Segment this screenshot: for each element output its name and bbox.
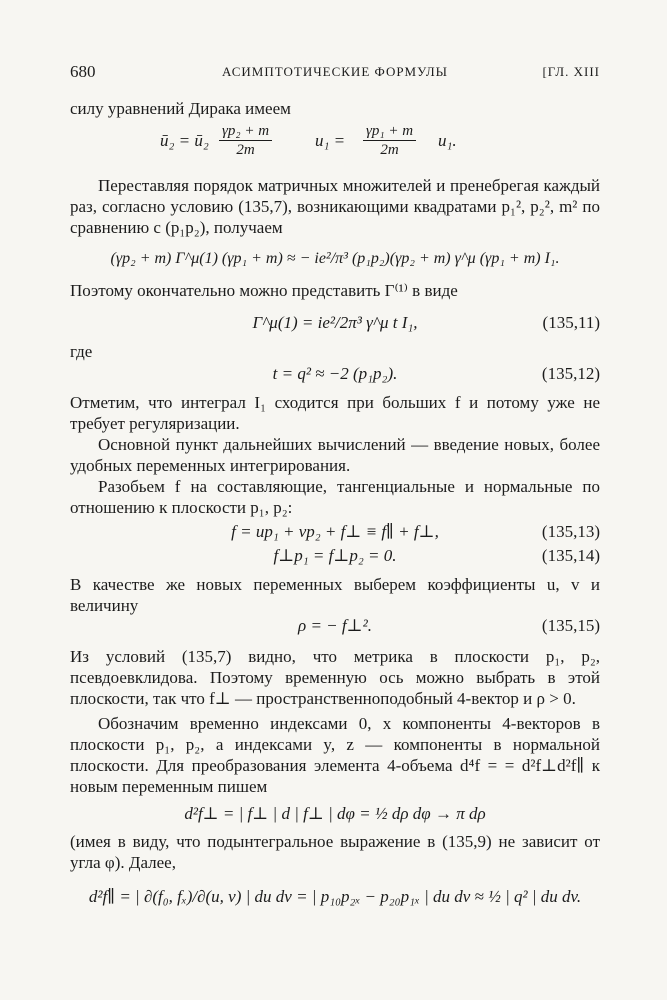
paragraph-convergence: Отметим, что интеграл I₁ сходится при больших f и потому уже не требует регуляризации.	[70, 393, 600, 433]
paragraph-indices: Обозначим временно индексами 0, x компоненты 4-векторов в плоскости p₁, p₂, а индексами y, z — компоненты в нормальной плоскости. Для преобразования элемента 4-объема d⁴f = = d²f⊥d²f∥ к новым переменным пишем	[70, 714, 600, 796]
equation-135-11: Γ^μ(1) = ie²/2π³ γ^μ t I₁, (135,11)	[252, 313, 600, 332]
paragraph-integrand: (имея в виду, что подынтегральное выражение в (135,9) не зависит от угла φ). Далее,	[70, 832, 600, 872]
equation-number: (135,14)	[541, 546, 600, 565]
equation-dirac: ū₂ = ū₂ $\frac{\text{γp₂ + m}}{2m}$ u₁ = $\frac{\text{γp₁ + m}}{2m}$ u₁.	[160, 123, 457, 158]
equation-number: (135,12)	[541, 364, 600, 383]
running-title: АСИМПТОТИЧЕСКИЕ ФОРМУЛЫ	[221, 64, 449, 79]
equation-d2f-parallel: d²f∥ = | ∂(f₀, fₓ)/∂(u, v) | du dv = | p₁₀p₂ₓ − p₂₀p₁ₓ | du dv ≈ ½ | q² | du dv.	[88, 887, 582, 906]
equation-long: (γp₂ + m) Γ^μ(1) (γp₁ + m) ≈ − ie²/π³ (p₁p₂)(γp₂ + m) γ^μ (γp₁ + m) I₁.	[110, 250, 560, 267]
paragraph-therefore: Поэтому окончательно можно представить Γ⁽¹⁾ в виде	[70, 281, 458, 300]
book-page	[70, 62, 600, 919]
equation-number: (135,11)	[542, 313, 600, 332]
equation-135-15: ρ = − f⊥². (135,15)	[298, 616, 600, 635]
paragraph-main-point: Основной пункт дальнейших вычислений — введение новых, более удобных переменных интегрирования.	[70, 435, 600, 475]
page-number: 680	[70, 62, 96, 81]
paragraph-decompose: Разобьем f на составляющие, тангенциальные и нормальные по отношению к плоскости p₁, p₂:	[70, 477, 600, 517]
equation-135-14: f⊥p₁ = f⊥p₂ = 0. (135,14)	[273, 546, 600, 565]
paragraph-new-variables: В качестве же новых переменных выберем коэффициенты u, v и величину	[70, 575, 600, 615]
paragraph-dirac: силу уравнений Дирака имеем	[70, 99, 291, 118]
page-header	[70, 62, 600, 88]
paragraph-where: где	[70, 342, 93, 361]
equation-number: (135,15)	[541, 616, 600, 635]
equation-135-12: t = q² ≈ −2 (p₁p₂). (135,12)	[272, 364, 600, 383]
equation-d2f-perp: d²f⊥ = | f⊥ | d | f⊥ | dφ = ½ dρ dφ → π dρ	[184, 804, 486, 823]
paragraph-reorder: Переставляя порядок матричных множителей и пренебрегая каждый раз, согласно условию (135,7), возникающими квадратами p₁², p₂², m² по сравнению с (p₁p₂), получаем	[70, 176, 600, 237]
equation-number: (135,13)	[541, 522, 600, 541]
paragraph-metric: Из условий (135,7) видно, что метрика в плоскости p₁, p₂, псевдоевклидова. Поэтому временную ось можно выбрать в этой плоскости, так что f⊥ — пространственноподобный 4-вектор и ρ > 0.	[70, 647, 600, 708]
equation-135-13: f = up₁ + vp₂ + f⊥ ≡ f∥ + f⊥, (135,13)	[231, 522, 600, 541]
chapter-label: [ГЛ. XIII	[542, 64, 600, 79]
